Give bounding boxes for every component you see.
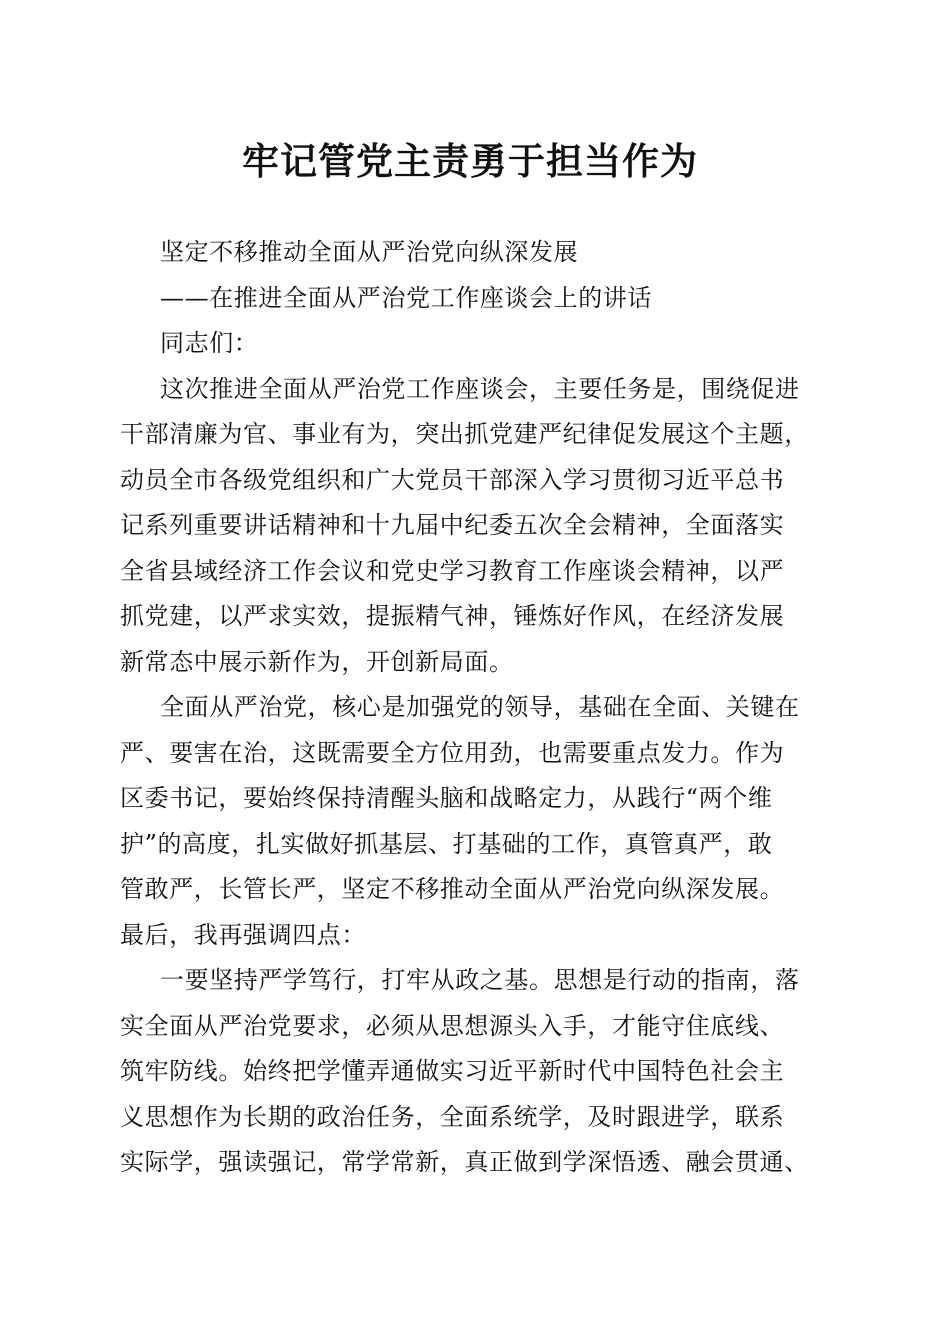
text-line: 实全面从严治党要求，必须从思想源头入手，才能守住底线、: [120, 1011, 785, 1040]
text-line: 义思想作为长期的政治任务，全面系统学，及时跟进学，联系: [120, 1102, 785, 1131]
text-line: 坚定不移推动全面从严治党向纵深发展: [160, 238, 579, 266]
text-line: 最后，我再强调四点：: [120, 920, 366, 949]
text-line: 实际学，强读强记，常学常新，真正做到学深悟透、融会贯通、: [120, 1148, 809, 1176]
text-line: 一要坚持严学笃行，打牢从政之基。思想是行动的指南，落: [160, 966, 800, 994]
document-body: [120, 230, 840, 1186]
text-line: 记系列重要讲话精神和十九届中纪委五次全会精神，全面落实: [120, 511, 785, 539]
text-line: 全面从严治党，核心是加强党的领导，基础在全面、关键在: [160, 693, 800, 721]
text-line: 这次推进全面从严治党工作座谈会，主要任务是，围绕促进: [160, 374, 800, 403]
text-line: 护”的高度，扎实做好抓基层、打基础的工作，真管真严，敢: [120, 829, 773, 858]
text-line: 全省县域经济工作会议和党史学习教育工作座谈会精神，以严: [120, 556, 785, 585]
text-line: 严、要害在治，这既需要全方位用劲，也需要重点发力。作为: [120, 738, 785, 767]
text-line: 抓党建，以严求实效，提振精气神，锤炼好作风，在经济发展: [120, 602, 785, 630]
text-line: 区委书记，要始终保持清醒头脑和战略定力，从践行“两个维: [120, 784, 773, 812]
text-line: 管敢严，长管长严，坚定不移推动全面从严治党向纵深发展。: [120, 875, 785, 903]
text-line: ——在推进全面从严治党工作座谈会上的讲话: [160, 283, 652, 312]
text-line: 筑牢防线。始终把学懂弄通做实习近平新时代中国特色社会主: [120, 1057, 785, 1085]
document-title: 牢记管党主责勇于担当作为: [242, 139, 698, 183]
text-line: 新常态中展示新作为，开创新局面。: [120, 647, 514, 676]
text-line: 动员全市各级党组织和广大党员干部深入学习贯彻习近平总书: [120, 465, 785, 494]
text-line: 干部清廉为官、事业有为，突出抓党建严纪律促发展这个主题，: [120, 420, 809, 448]
text-line: 同志们：: [160, 329, 259, 357]
